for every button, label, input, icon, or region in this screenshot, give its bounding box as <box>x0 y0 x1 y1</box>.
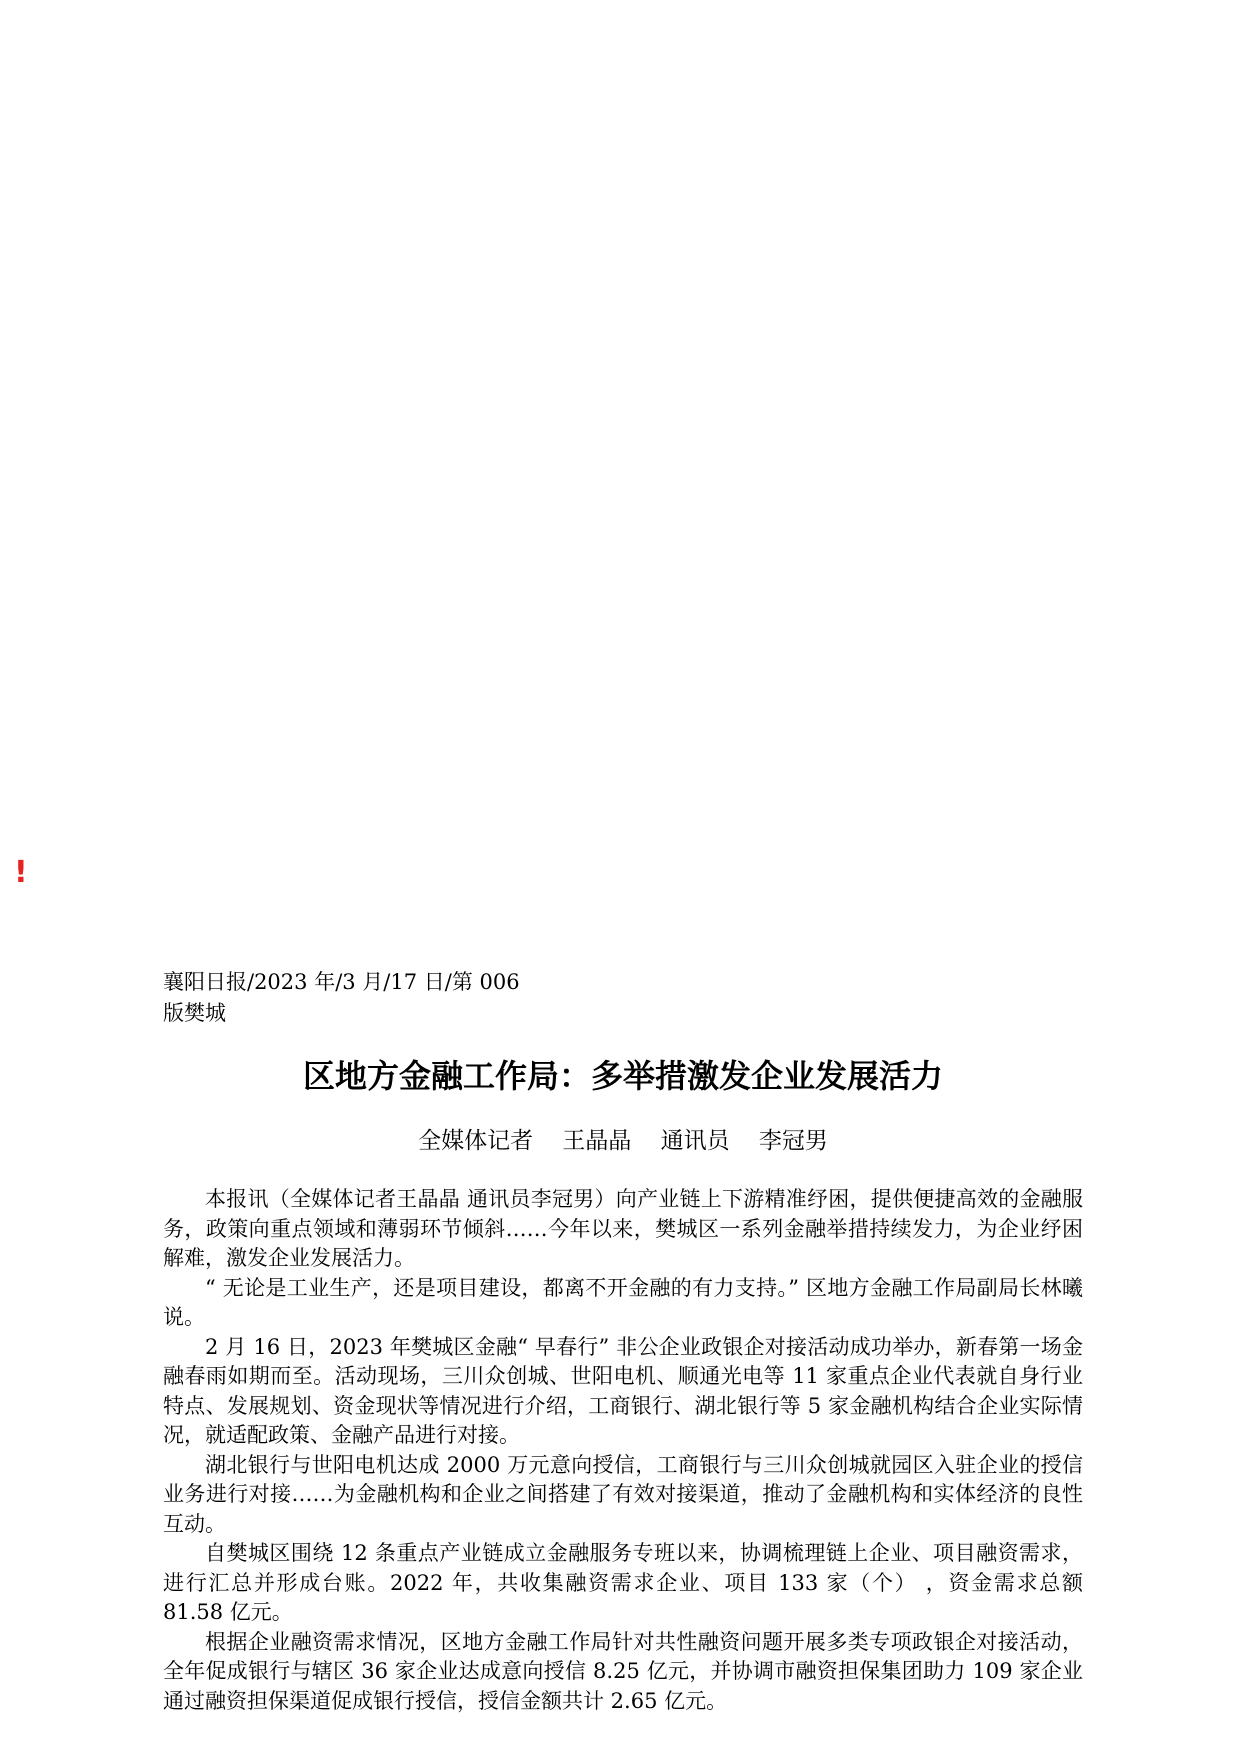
article-title: 区地方金融工作局：多举措激发企业发展活力 <box>302 1057 943 1095</box>
paragraph: 2 月 16 日，2023 年樊城区金融“ 早春行” 非公企业政银企对接活动成功举办，新春第一场金融春雨如期而至。活动现场，三川众创城、世阳电机、顺通光电等 11 家重点企业代表就自身行业特点、发展规划、资金现状等情况进行介绍，工商银行、湖北银行等 5 家金融机构结合企业实际情况，就适配政策、金融产品进行对接。 <box>163 1334 1083 1447</box>
paragraph: 本报讯（全媒体记者王晶晶 通讯员李冠男）向产业链上下游精准纾困，提供便捷高效的金融服务，政策向重点领域和薄弱环节倾斜……今年以来，樊城区一系列金融举措持续发力，为企业纾困解难，激发企业发展活力。 <box>163 1187 1083 1270</box>
exclamation-mark: ! <box>14 855 28 890</box>
paragraph: 根据企业融资需求情况，区地方金融工作局针对共性融资问题开展多类专项政银企对接活动，全年促成银行与辖区 36 家企业达成意向授信 8.25 亿元，并协调市融资担保集团助力 109 家企业通过融资担保渠道促成银行授信，授信金额共计 2.65 亿元。 <box>163 1629 1083 1713</box>
article-body <box>163 1185 1083 1716</box>
article-byline: 全媒体记者 王晶晶 通讯员 李冠男 <box>418 1128 828 1154</box>
paragraph: 自樊城区围绕 12 条重点产业链成立金融服务专班以来，协调梳理链上企业、项目融资需求，进行汇总并形成台账。2022 年，共收集融资需求企业、项目 133 家（个） ，资金需求总额 81.58 亿元。 <box>163 1541 1083 1624</box>
paragraph: “ 无论是工业生产，还是项目建设，都离不开金融的有力支持。” 区地方金融工作局副局长林曦说。 <box>163 1275 1083 1329</box>
paragraph: 湖北银行与世阳电机达成 2000 万元意向授信，工商银行与三川众创城就园区入驻企业的授信业务进行对接……为金融机构和企业之间搭建了有效对接渠道，推动了金融机构和实体经济的良性互动。 <box>163 1452 1083 1536</box>
article-source: 襄阳日报/2023 年/3 月/17 日/第 006 版樊城 <box>163 970 520 1025</box>
